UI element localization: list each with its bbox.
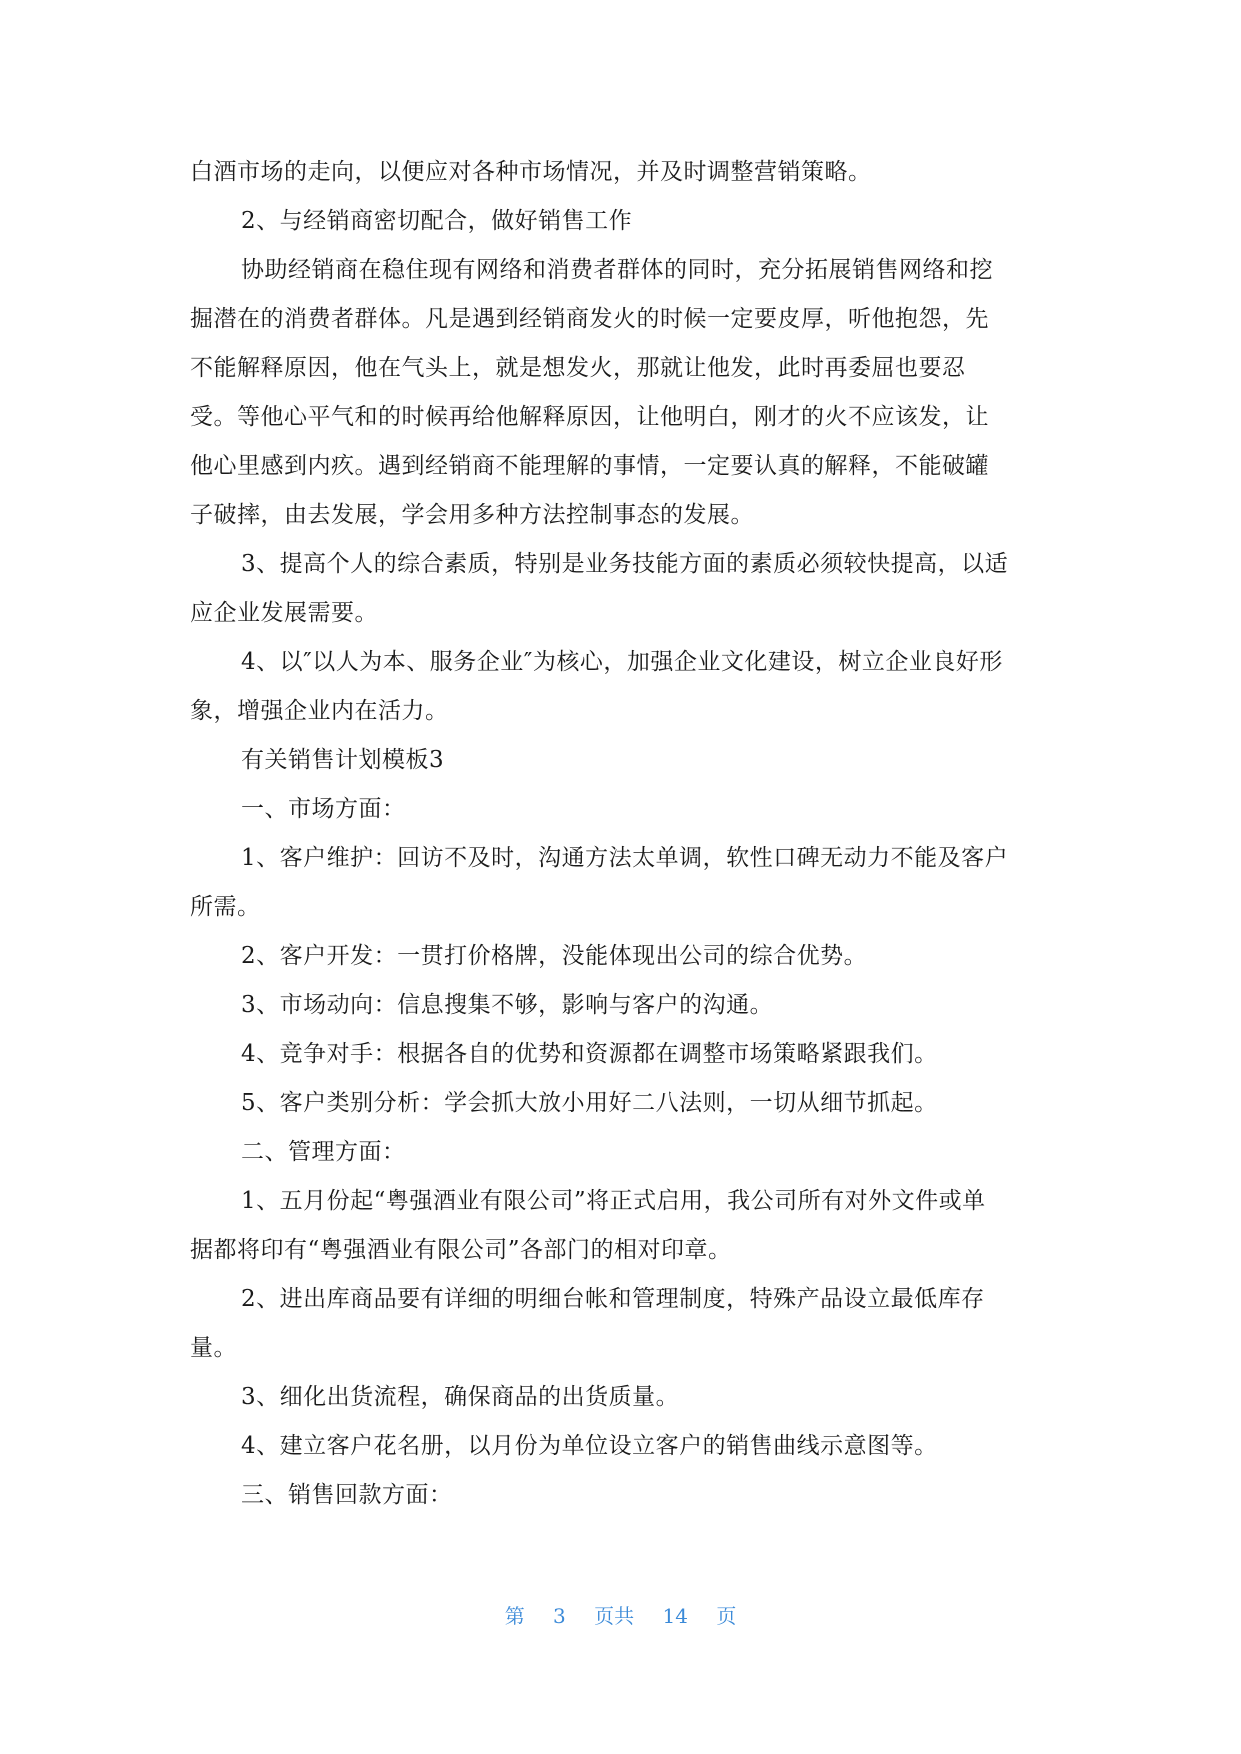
text-line: 1、五月份起“粤强酒业有限公司”将正式启用，我公司所有对外文件或单 xyxy=(241,1188,986,1214)
text-line: 一、市场方面： xyxy=(241,796,406,822)
text-line: 二、管理方面： xyxy=(241,1139,406,1165)
text-line: 不能解释原因，他在气头上，就是想发火，那就让他发，此时再委屈也要忍 xyxy=(190,355,966,381)
text-line: 2、与经销商密切配合，做好销售工作 xyxy=(241,208,633,234)
text-line: 3、细化出货流程，确保商品的出货质量。 xyxy=(241,1384,680,1410)
text-line: 他心里感到内疚。遇到经销商不能理解的事情，一定要认真的解释，不能破罐 xyxy=(190,453,989,479)
text-line: 有关销售计划模板3 xyxy=(241,747,445,773)
text-line: 白酒市场的走向，以便应对各种市场情况，并及时调整营销策略。 xyxy=(190,159,872,185)
text-line: 4、竞争对手：根据各自的优势和资源都在调整市场策略紧跟我们。 xyxy=(241,1041,938,1067)
footer-middle: 页共 xyxy=(594,1604,635,1628)
text-line: 3、提高个人的综合素质，特别是业务技能方面的素质必须较快提高，以适 xyxy=(241,551,1009,577)
text-line: 4、建立客户花名册，以月份为单位设立客户的销售曲线示意图等。 xyxy=(241,1433,938,1459)
text-line: 2、客户开发：一贯打价格牌，没能体现出公司的综合优势。 xyxy=(241,943,868,969)
footer-total-pages: 14 xyxy=(662,1604,688,1628)
text-line: 象，增强企业内在活力。 xyxy=(190,698,449,724)
text-line: 所需。 xyxy=(190,894,261,920)
text-line: 3、市场动向：信息搜集不够，影响与客户的沟通。 xyxy=(241,992,774,1018)
text-line: 掘潜在的消费者群体。凡是遇到经销商发火的时候一定要皮厚，听他抱怨，先 xyxy=(190,306,989,332)
text-line: 据都将印有“粤强酒业有限公司”各部门的相对印章。 xyxy=(190,1237,732,1263)
text-line: 量。 xyxy=(190,1335,237,1361)
text-line: 应企业发展需要。 xyxy=(190,600,378,626)
footer-current-page: 3 xyxy=(553,1604,566,1628)
footer-prefix: 第 xyxy=(504,1604,525,1628)
footer-suffix: 页 xyxy=(716,1604,737,1628)
text-line: 子破摔，由去发展，学会用多种方法控制事态的发展。 xyxy=(190,502,754,528)
page-footer xyxy=(0,1600,1241,1632)
text-line: 受。等他心平气和的时候再给他解释原因，让他明白，刚才的火不应该发，让 xyxy=(190,404,989,430)
text-line: 三、销售回款方面： xyxy=(241,1482,453,1508)
text-line: 1、客户维护：回访不及时，沟通方法太单调，软性口碑无动力不能及客户 xyxy=(241,845,1009,871)
document-body xyxy=(190,148,1058,1520)
text-line: 2、进出库商品要有详细的明细台帐和管理制度，特殊产品设立最低库存 xyxy=(241,1286,985,1312)
text-line: 5、客户类别分析：学会抓大放小用好二八法则，一切从细节抓起。 xyxy=(241,1090,938,1116)
text-line: 协助经销商在稳住现有网络和消费者群体的同时，充分拓展销售网络和挖 xyxy=(241,257,993,283)
text-line: 4、以″以人为本、服务企业″为核心，加强企业文化建设，树立企业良好形 xyxy=(241,649,1003,675)
